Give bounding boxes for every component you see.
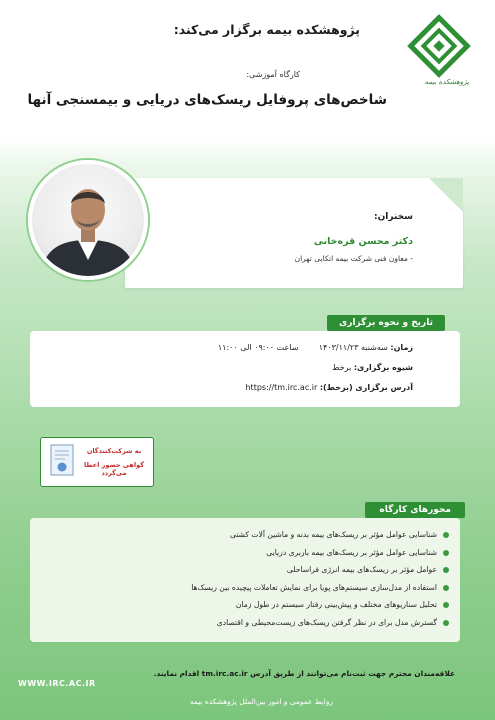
speaker-portrait-icon xyxy=(32,164,144,276)
certificate-icon xyxy=(50,444,74,476)
topic-item: گسترش مدل برای در نظر گرفتن ریسک‌های زیست‌محیطی و اقتصادی xyxy=(37,614,437,632)
organizer-line: پژوهشکده بیمه برگزار می‌کند: xyxy=(173,22,360,37)
schedule-address-row xyxy=(245,383,413,392)
topic-item: شناسایی عوامل مؤثر بر ریسک‌های بیمه باربری دریایی xyxy=(37,544,437,562)
topic-item: استفاده از مدل‌سازی سیستم‌های پویا برای نمایش تعاملات پیچیده بین ریسک‌ها xyxy=(37,579,437,597)
workshop-title: شاخص‌های پروفایل ریسک‌های دریایی و بیمسنجی آنها xyxy=(27,92,387,108)
topic-item: شناسایی عوامل مؤثر بر ریسک‌های بیمه بدنه و ماشین آلات کشتی xyxy=(37,526,437,544)
address-label: آدرس برگزاری (برخط): xyxy=(319,383,413,392)
speaker-role: - معاون فنی شرکت بیمه اتکایی تهران xyxy=(294,254,413,263)
schedule-method-row xyxy=(332,363,413,372)
logo-text: پژوهشکده بیمه xyxy=(424,78,469,86)
date-value: سه‌شنبه ۱۴۰۳/۱۱/۲۳ xyxy=(318,343,388,352)
method-value: برخط xyxy=(332,363,352,372)
speaker-label: سخنران: xyxy=(374,212,413,222)
method-label: شیوه برگزاری: xyxy=(353,363,413,372)
speaker-photo xyxy=(28,160,148,280)
topic-item: عوامل مؤثر بر ریسک‌های بیمه انرژی فراساحلی xyxy=(37,561,437,579)
date-label: زمان: xyxy=(390,343,413,352)
registration-note: علاقه‌مندان محترم جهت ثبت‌نام می‌توانند از طریق آدرس tm.irc.ac.ir اقدام نمایند. xyxy=(153,669,455,678)
certificate-line-1: به شرکت‌کنندگان xyxy=(86,447,142,455)
card-corner-fold xyxy=(429,178,463,212)
speaker-card xyxy=(125,178,463,288)
topics-list xyxy=(37,526,437,632)
website-link[interactable]: WWW.IRC.AC.IR xyxy=(18,679,96,688)
department-credit: روابط عمومی و امور بین‌الملل پژوهشکده بیمه xyxy=(189,697,333,706)
schedule-date-row xyxy=(218,343,413,352)
topics-tab: محورهای کارگاه xyxy=(365,502,465,518)
certificate-line-2: گواهی حضور اعطا می‌گردد xyxy=(83,461,145,477)
schedule-tab: تاریخ و نحوه برگزاری xyxy=(327,315,445,331)
workshop-label: کارگاه آموزشی: xyxy=(246,70,300,79)
time-text: ساعت ۰۹:۰۰ الی ۱۱:۰۰ xyxy=(217,343,299,352)
topic-item: تحلیل سناریوهای مختلف و پیش‌بینی رفتار سیستم در طول زمان xyxy=(37,596,437,614)
address-link[interactable]: https://tm.irc.ac.ir xyxy=(245,383,318,392)
speaker-name: دکتر محسن قره‌خانی xyxy=(313,236,413,247)
